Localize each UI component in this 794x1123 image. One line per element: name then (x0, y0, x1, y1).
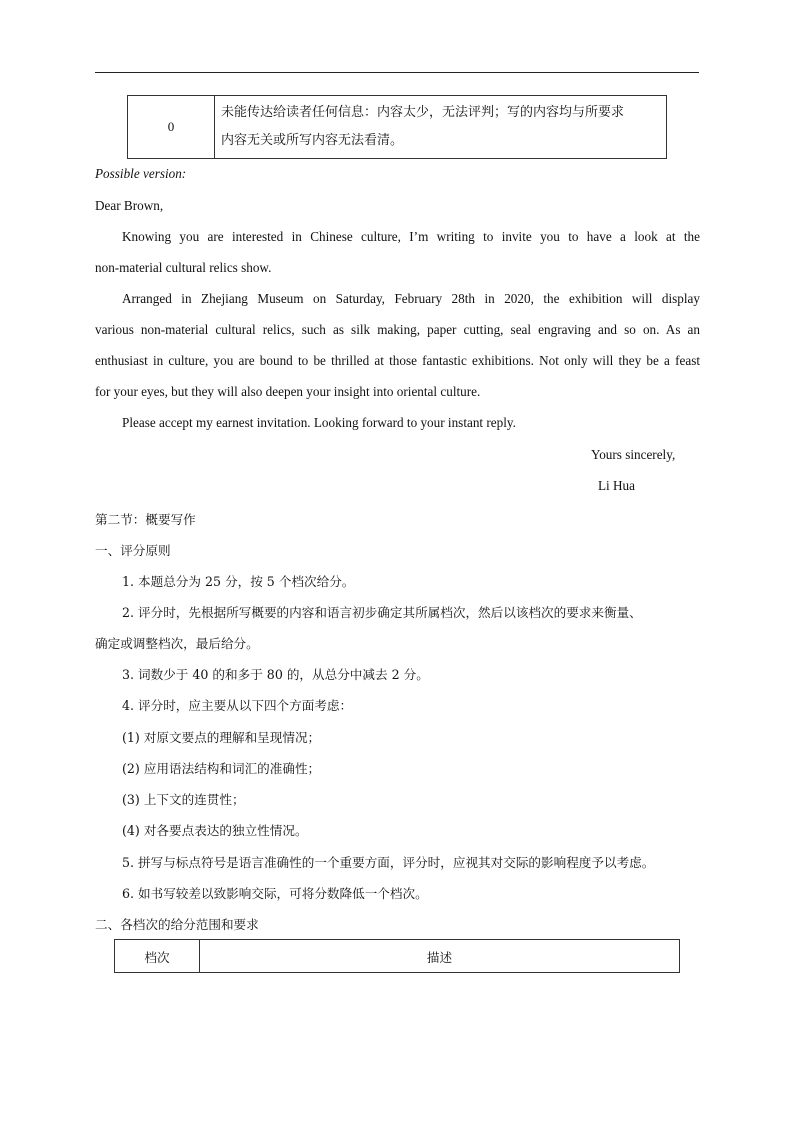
letter-paragraph-line: Arranged in Zhejiang Museum on Saturday, February 28th in 2020, the exhibition will display (122, 291, 700, 306)
score-cell: 0 (128, 96, 215, 159)
letter-greeting: Dear Brown, (95, 198, 164, 213)
rule-item: 3. 词数少于 40 的和多于 80 的，从总分中减去 2 分。 (122, 667, 429, 682)
header-rule (95, 72, 699, 73)
grading-table (114, 939, 680, 973)
letter-paragraph-line: enthusiast in culture, you are bound to be thrilled at those fantastic exhibitions. Not only will they be a feast (95, 353, 700, 368)
part-heading: 一、评分原则 (95, 543, 171, 558)
letter-paragraph-line: Please accept my earnest invitation. Looking forward to your instant reply. (122, 415, 516, 430)
letter-paragraph-line: various non-material cultural relics, such as silk making, paper cutting, seal engraving and so on. As an (95, 322, 700, 337)
score-table-top (127, 95, 667, 159)
letter-signature: Li Hua (598, 478, 635, 493)
letter-paragraph-line: non-material cultural relics show. (95, 260, 272, 275)
version-heading: Possible version: (95, 166, 187, 181)
rule-item: 4. 评分时，应主要从以下四个方面考虑： (122, 698, 353, 713)
rule-item: 6. 如书写较差以致影响交际，可将分数降低一个档次。 (122, 886, 428, 901)
rule-subitem: (3) 上下文的连贯性； (122, 792, 245, 807)
rule-item: 1. 本题总分为 25 分，按 5 个档次给分。 (122, 574, 355, 589)
letter-paragraph-line: for your eyes, but they will also deepen your insight into oriental culture. (95, 384, 481, 399)
section-title: 第二节：概要写作 (95, 512, 196, 527)
rule-item: 5. 拼写与标点符号是语言准确性的一个重要方面，评分时，应视其对交际的影响程度予以考虑。 (122, 855, 655, 870)
description-line: 未能传达给读者任何信息：内容太少，无法评判；写的内容均与所要求 (221, 105, 625, 120)
table-row (128, 96, 667, 159)
part-heading: 二、各档次的给分范围和要求 (95, 917, 259, 932)
rule-item: 确定或调整档次，最后给分。 (95, 636, 259, 651)
table-header-row (115, 940, 680, 973)
rule-subitem: (1) 对原文要点的理解和呈现情况； (122, 730, 321, 745)
rule-subitem: (2) 应用语法结构和词汇的准确性； (122, 761, 321, 776)
column-header-level: 档次 (115, 940, 200, 973)
letter-paragraph-line: Knowing you are interested in Chinese culture, I’m writing to invite you to have a look at the (122, 229, 700, 244)
rule-subitem: (4) 对各要点表达的独立性情况。 (122, 823, 308, 838)
rule-item: 2. 评分时，先根据所写概要的内容和语言初步确定其所属档次，然后以该档次的要求来衡量、 (122, 605, 642, 620)
letter-closing: Yours sincerely, (591, 447, 676, 462)
description-line: 内容无关或所写内容无法看清。 (221, 133, 404, 148)
column-header-description: 描述 (200, 940, 680, 973)
description-cell (215, 96, 667, 159)
